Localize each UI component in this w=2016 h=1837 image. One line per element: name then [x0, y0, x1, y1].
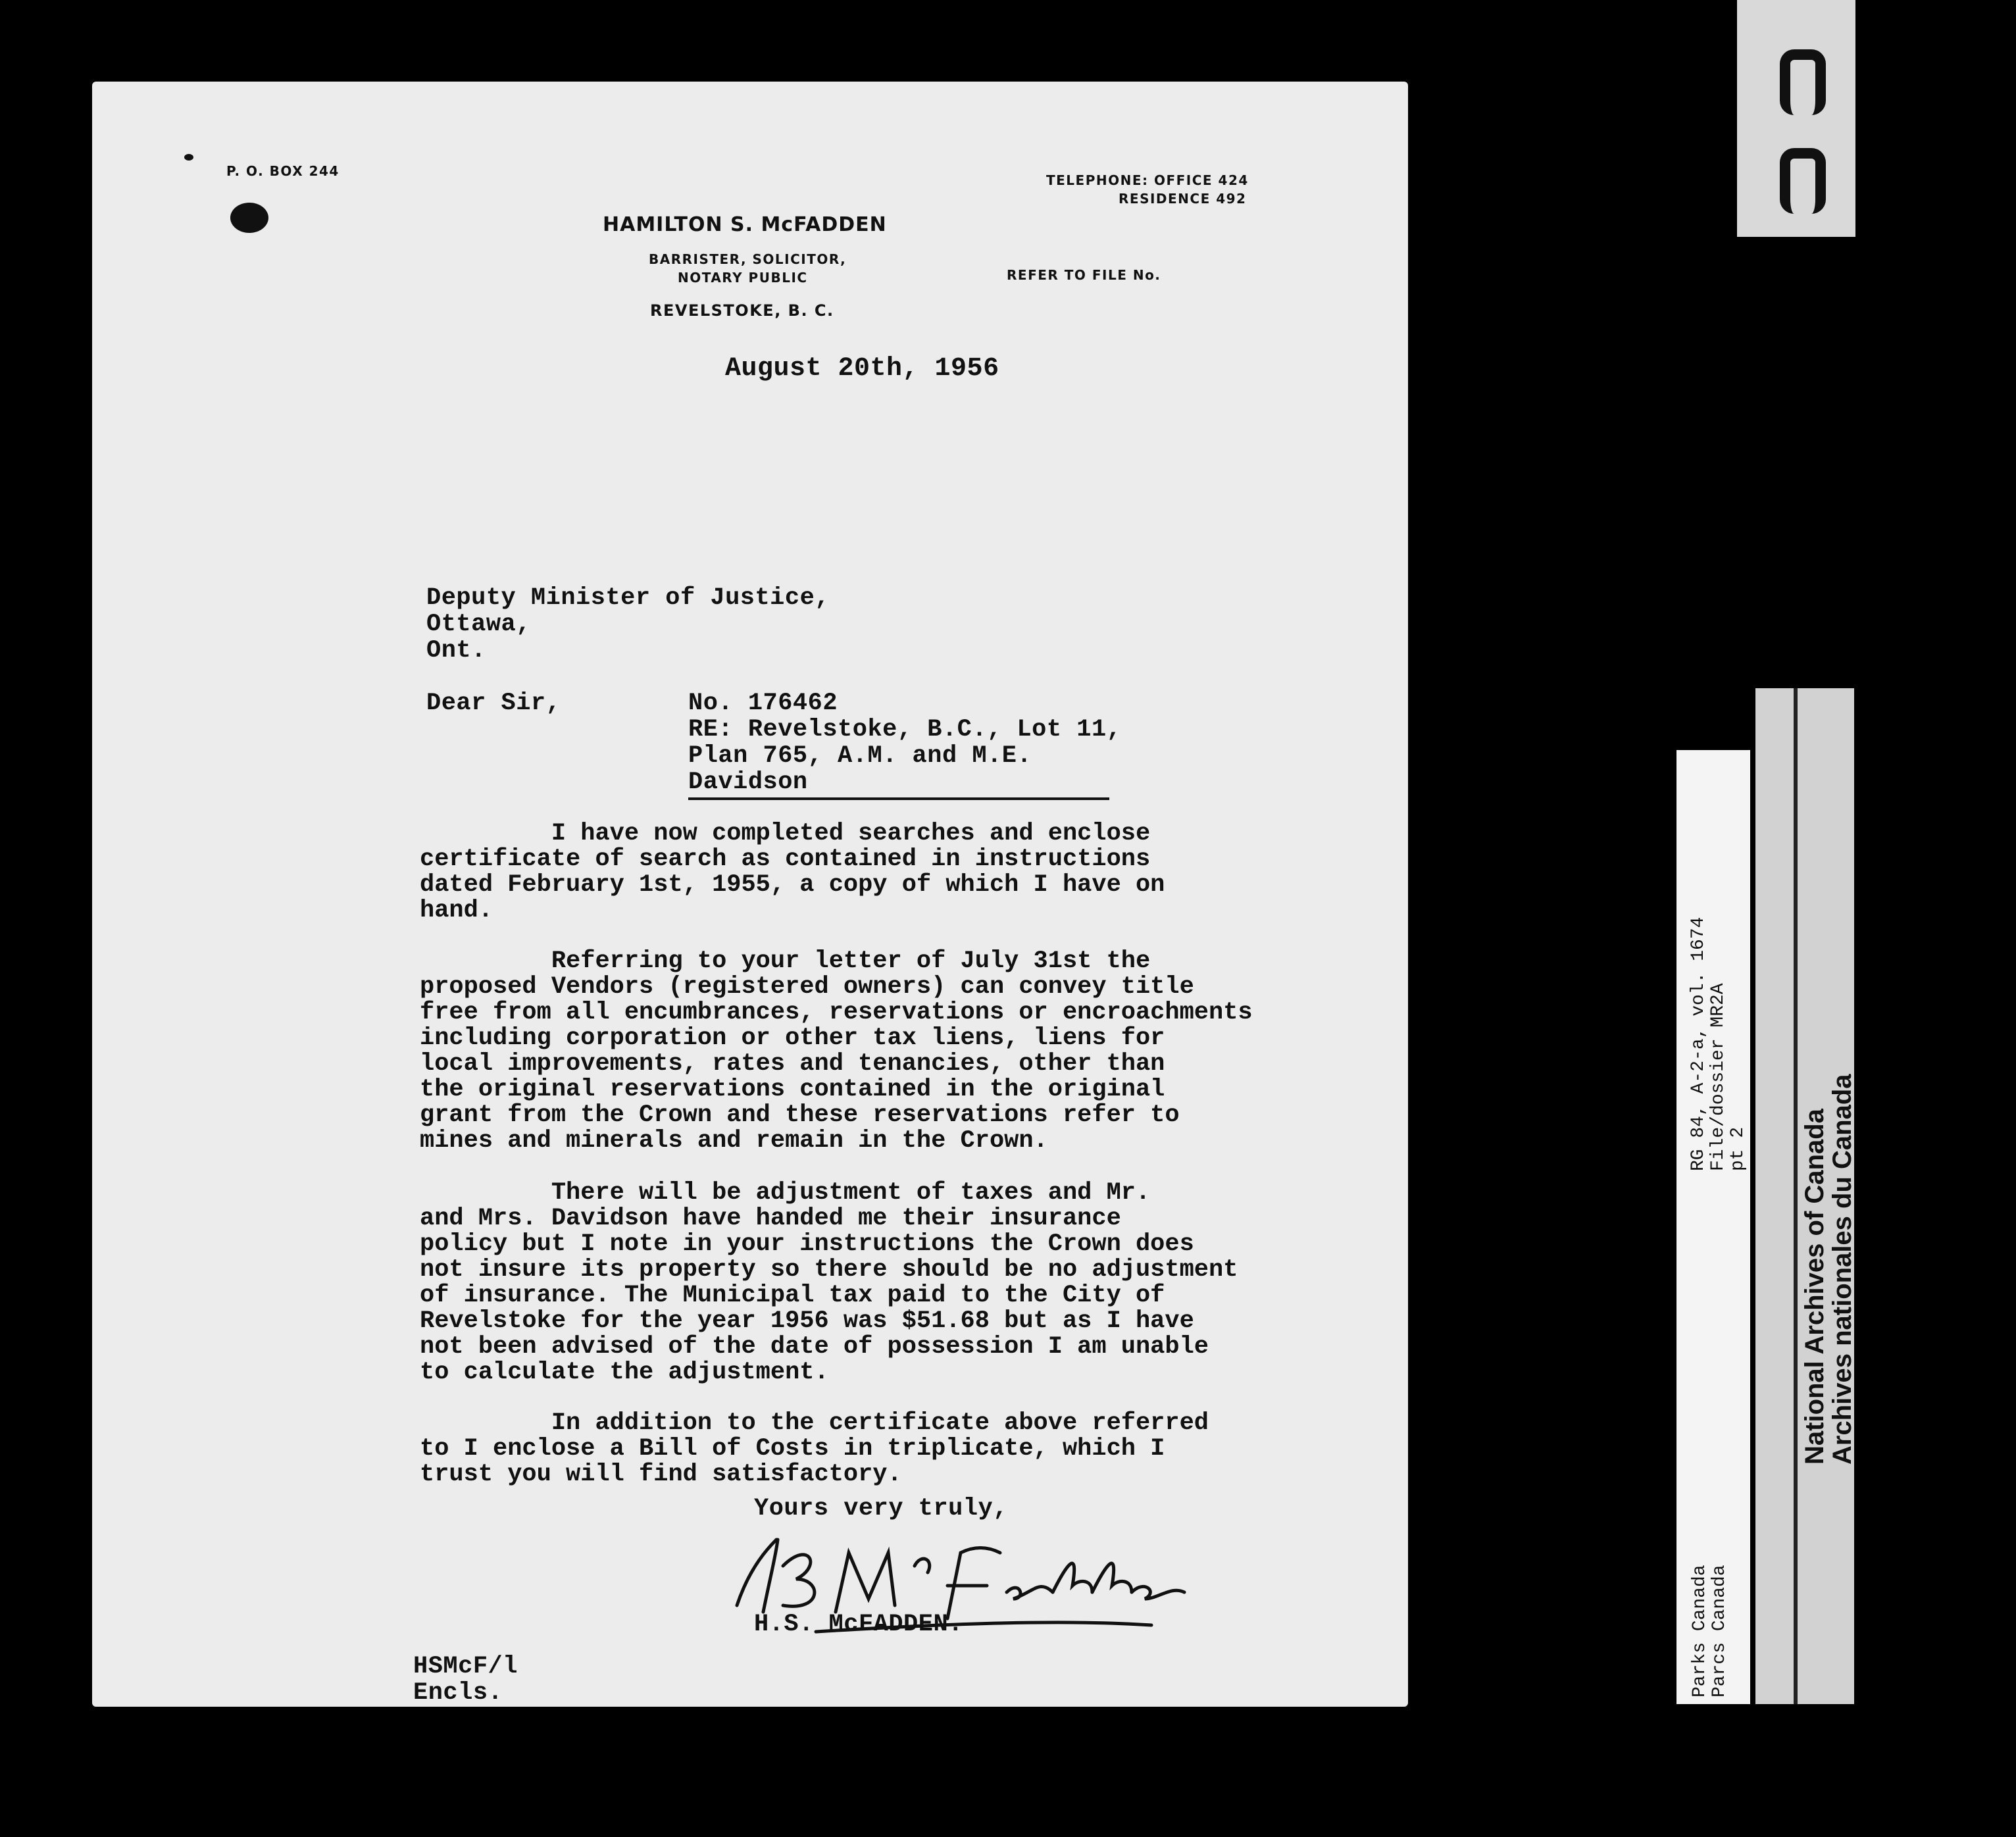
addressee-line-1: Deputy Minister of Justice, — [426, 584, 830, 612]
ink-blot — [230, 203, 268, 233]
archive-name-fr: Archives nationales du Canada — [1828, 1074, 1857, 1465]
national-archives-label — [1755, 688, 1857, 1704]
archive-ref-line-2: File/dossier MR2A — [1708, 983, 1728, 1171]
film-marker-glyph — [1780, 148, 1826, 214]
paragraph-4: In addition to the certificate above referred to I enclose a Bill of Costs in triplicate, which I trust you will find satisfactory. — [420, 1409, 1209, 1488]
telephone-residence: RESIDENCE 492 — [1119, 191, 1247, 207]
enclosures: Encls. — [413, 1679, 503, 1707]
ink-speck — [184, 154, 193, 161]
lawyer-name: HAMILTON S. McFADDEN — [603, 213, 887, 236]
reference-number: No. 176462 — [688, 690, 838, 717]
paragraph-2: Referring to your letter of July 31st the proposed Vendors (registered owners) can convey title free from all encumbrances, reservations or encroachments including corporation or other tax liens, liens for local improvements, rates and tenancies, other than the original reservations contained in the original grant from the Crown and these reservations refer to mines and minerals and remain in the Crown. — [420, 947, 1253, 1155]
closing: Yours very truly, — [754, 1495, 1008, 1522]
archive-name-en: National Archives of Canada — [1800, 1109, 1829, 1465]
reference-initials: HSMcF/l — [413, 1653, 518, 1680]
addressee-line-3: Ont. — [426, 637, 486, 665]
archive-ref-line-1: RG 84, A-2-a, vol. 1674 — [1688, 917, 1709, 1171]
po-box: P. O. BOX 244 — [226, 163, 340, 179]
letterhead-city: REVELSTOKE, B. C. — [650, 301, 834, 320]
salutation: Dear Sir, — [426, 690, 561, 717]
refer-to-file: REFER TO FILE No. — [1007, 267, 1161, 283]
lawyer-title-2: NOTARY PUBLIC — [678, 270, 808, 286]
paragraph-1: I have now completed searches and enclose certificate of search as contained in instructions dated February 1st, 1955, a copy of which I have on hand. — [420, 820, 1165, 924]
paragraph-3: There will be adjustment of taxes and Mr. and Mrs. Davidson have handed me their insurance policy but I note in your instructions the Crown does not insure its property so there should be no adjustment of insurance. The Municipal tax paid to the City of Revelstoke for the year 1956 was $51.68 but as I have not been advised of the date of possession I am unable to calculate the adjustment. — [420, 1179, 1238, 1386]
label-divider — [1794, 688, 1798, 1704]
reference-re-3: Davidson — [688, 768, 808, 796]
agency-en: Parks Canada — [1690, 1565, 1710, 1698]
reference-underline — [688, 797, 1109, 800]
reference-re-1: RE: Revelstoke, B.C., Lot 11, — [688, 716, 1122, 743]
letter-page — [92, 82, 1408, 1707]
film-marker-strip — [1737, 0, 1855, 237]
archive-ref-line-3: pt 2 — [1728, 1126, 1748, 1171]
agency-fr: Parcs Canada — [1709, 1565, 1730, 1698]
telephone-office: TELEPHONE: OFFICE 424 — [1046, 172, 1249, 188]
archive-reference-label — [1676, 750, 1750, 1704]
letter-date: August 20th, 1956 — [725, 354, 999, 384]
signer-name: H.S. McFADDEN. — [754, 1611, 963, 1638]
reference-re-2: Plan 765, A.M. and M.E. — [688, 742, 1032, 770]
film-marker-glyph — [1780, 49, 1826, 115]
addressee-line-2: Ottawa, — [426, 611, 531, 638]
lawyer-title-1: BARRISTER, SOLICITOR, — [649, 251, 847, 267]
